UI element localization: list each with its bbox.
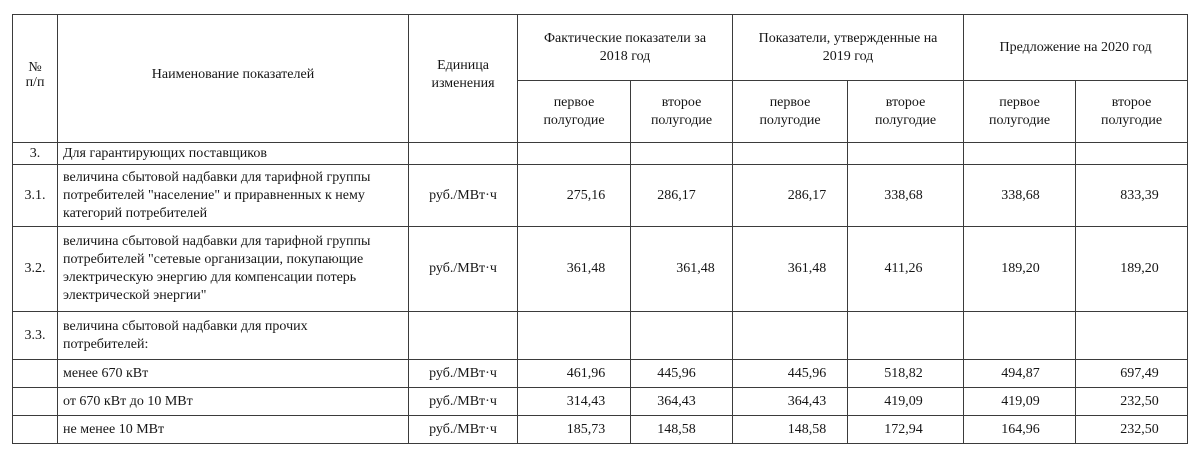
value-2020-first-half: 164,96	[964, 416, 1076, 444]
header-2018-second-half	[631, 81, 733, 143]
empty-cell	[1076, 143, 1188, 165]
value-2019-first-half: 364,43	[733, 388, 848, 416]
value-2018-second-half: 286,17	[631, 165, 733, 227]
value-2020-second-half: 833,39	[1076, 165, 1188, 227]
unit-cell: руб./МВт·ч	[409, 388, 518, 416]
header-approved-2019	[733, 15, 964, 81]
value-2018-second-half: 361,48	[631, 227, 733, 312]
value-2019-first-half: 286,17	[733, 165, 848, 227]
indicator-name-line: потребителей "сетевые организации, покупающие	[63, 252, 364, 267]
empty-cell	[964, 143, 1076, 165]
empty-cell	[631, 143, 733, 165]
value-2020-first-half: 494,87	[964, 360, 1076, 388]
header-number-pp: п/п	[25, 74, 45, 90]
empty-cell	[848, 312, 964, 360]
half-label: полугодие	[759, 112, 821, 128]
header-2020-second-half	[1076, 81, 1188, 143]
empty-cell	[518, 143, 631, 165]
empty-cell	[13, 388, 58, 416]
half-label: второе	[885, 94, 926, 110]
empty-cell	[733, 312, 848, 360]
value-2019-second-half: 338,68	[848, 165, 964, 227]
empty-cell	[1076, 312, 1188, 360]
empty-cell	[409, 143, 518, 165]
row-number: 3.3.	[13, 312, 58, 360]
empty-cell	[518, 312, 631, 360]
indicator-name-line: электрическую энергию для компенсации потерь	[63, 270, 357, 285]
header-2019-second-half	[848, 81, 964, 143]
tariff-indicators-table	[12, 14, 1188, 444]
value-2020-second-half: 189,20	[1076, 227, 1188, 312]
empty-cell	[733, 143, 848, 165]
table-row	[13, 360, 1188, 388]
indicator-name	[58, 227, 409, 312]
table-row	[13, 312, 1188, 360]
half-label: второе	[661, 94, 702, 110]
half-label: первое	[553, 94, 595, 110]
unit-cell: руб./МВт·ч	[409, 360, 518, 388]
value-2018-first-half: 361,48	[518, 227, 631, 312]
value-2018-first-half: 461,96	[518, 360, 631, 388]
header-unit-line-1: Единица	[437, 57, 489, 73]
section-row	[13, 143, 1188, 165]
unit-cell: руб./МВт·ч	[409, 416, 518, 444]
value-2019-first-half: 361,48	[733, 227, 848, 312]
indicator-name-line: потребителей "население" и приравненных к нему	[63, 187, 365, 203]
value-2019-first-half: 445,96	[733, 360, 848, 388]
empty-cell	[964, 312, 1076, 360]
row-number: 3.1.	[13, 165, 58, 227]
unit-cell: руб./МВт·ч	[409, 227, 518, 312]
header-actual-2018-line-2: 2018 год	[599, 48, 651, 64]
header-unit	[409, 15, 518, 143]
value-2018-second-half: 445,96	[631, 360, 733, 388]
value-2019-second-half: 172,94	[848, 416, 964, 444]
header-indicator-name-text: Наименование показателей	[151, 66, 315, 82]
half-label: второе	[1111, 94, 1152, 110]
indicator-name-line: категорий потребителей	[63, 205, 208, 221]
table-row	[13, 165, 1188, 227]
empty-cell	[409, 312, 518, 360]
half-label: полугодие	[543, 112, 605, 128]
indicator-name-line: величина сбытовой надбавки для тарифной группы	[63, 169, 371, 185]
section-title: Для гарантирующих поставщиков	[58, 143, 409, 165]
header-row-periods	[13, 15, 1188, 81]
indicator-name	[58, 416, 409, 444]
unit-cell: руб./МВт·ч	[409, 165, 518, 227]
header-2020-first-half	[964, 81, 1076, 143]
half-label: полугодие	[650, 112, 713, 128]
indicator-name	[58, 312, 409, 360]
row-number: 3.2.	[13, 227, 58, 312]
value-2018-first-half: 275,16	[518, 165, 631, 227]
indicator-name-line: величина сбытовой надбавки для прочих	[63, 318, 308, 334]
header-approved-2019-line-2: 2019 год	[822, 48, 874, 64]
header-actual-2018-line-1: Фактические показатели за	[543, 30, 707, 46]
value-2020-first-half: 189,20	[964, 227, 1076, 312]
half-label: первое	[999, 94, 1040, 110]
header-number	[13, 15, 58, 143]
half-label: первое	[769, 94, 811, 110]
half-label: полугодие	[874, 112, 937, 128]
indicator-name-line: от 670 кВт до 10 МВт	[63, 393, 193, 409]
value-2019-second-half: 518,82	[848, 360, 964, 388]
table-row	[13, 227, 1188, 312]
header-actual-2018	[518, 15, 733, 81]
indicator-name	[58, 388, 409, 416]
empty-cell	[13, 416, 58, 444]
header-number-sign: №	[28, 59, 42, 75]
table-row	[13, 388, 1188, 416]
value-2020-second-half: 232,50	[1076, 388, 1188, 416]
value-2018-first-half: 314,43	[518, 388, 631, 416]
row-number: 3.	[13, 143, 58, 165]
header-approved-2019-line-1: Показатели, утвержденные на	[758, 30, 938, 46]
empty-cell	[13, 360, 58, 388]
indicator-name-line: менее 670 кВт	[63, 365, 149, 381]
indicator-name-line: потребителей:	[63, 336, 149, 352]
value-2019-second-half: 411,26	[848, 227, 964, 312]
value-2020-second-half: 232,50	[1076, 416, 1188, 444]
header-2018-first-half	[518, 81, 631, 143]
value-2020-second-half: 697,49	[1076, 360, 1188, 388]
table-row	[13, 416, 1188, 444]
empty-cell	[848, 143, 964, 165]
indicator-name-line: величина сбытовой надбавки для тарифной группы	[63, 234, 371, 249]
value-2019-second-half: 419,09	[848, 388, 964, 416]
half-label: полугодие	[988, 112, 1051, 128]
value-2018-first-half: 185,73	[518, 416, 631, 444]
half-label: полугодие	[1100, 112, 1163, 128]
indicator-name-line: электрической энергии"	[63, 288, 207, 303]
header-proposal-2020	[964, 15, 1188, 81]
value-2018-second-half: 148,58	[631, 416, 733, 444]
header-2019-first-half	[733, 81, 848, 143]
header-proposal-2020-text: Предложение на 2020 год	[999, 39, 1152, 55]
value-2019-first-half: 148,58	[733, 416, 848, 444]
indicator-name-line: не менее 10 МВт	[63, 421, 165, 437]
header-indicator-name	[58, 15, 409, 143]
indicator-name	[58, 165, 409, 227]
value-2018-second-half: 364,43	[631, 388, 733, 416]
empty-cell	[631, 312, 733, 360]
header-unit-line-2: изменения	[431, 75, 495, 91]
indicator-name	[58, 360, 409, 388]
value-2020-first-half: 419,09	[964, 388, 1076, 416]
value-2020-first-half: 338,68	[964, 165, 1076, 227]
